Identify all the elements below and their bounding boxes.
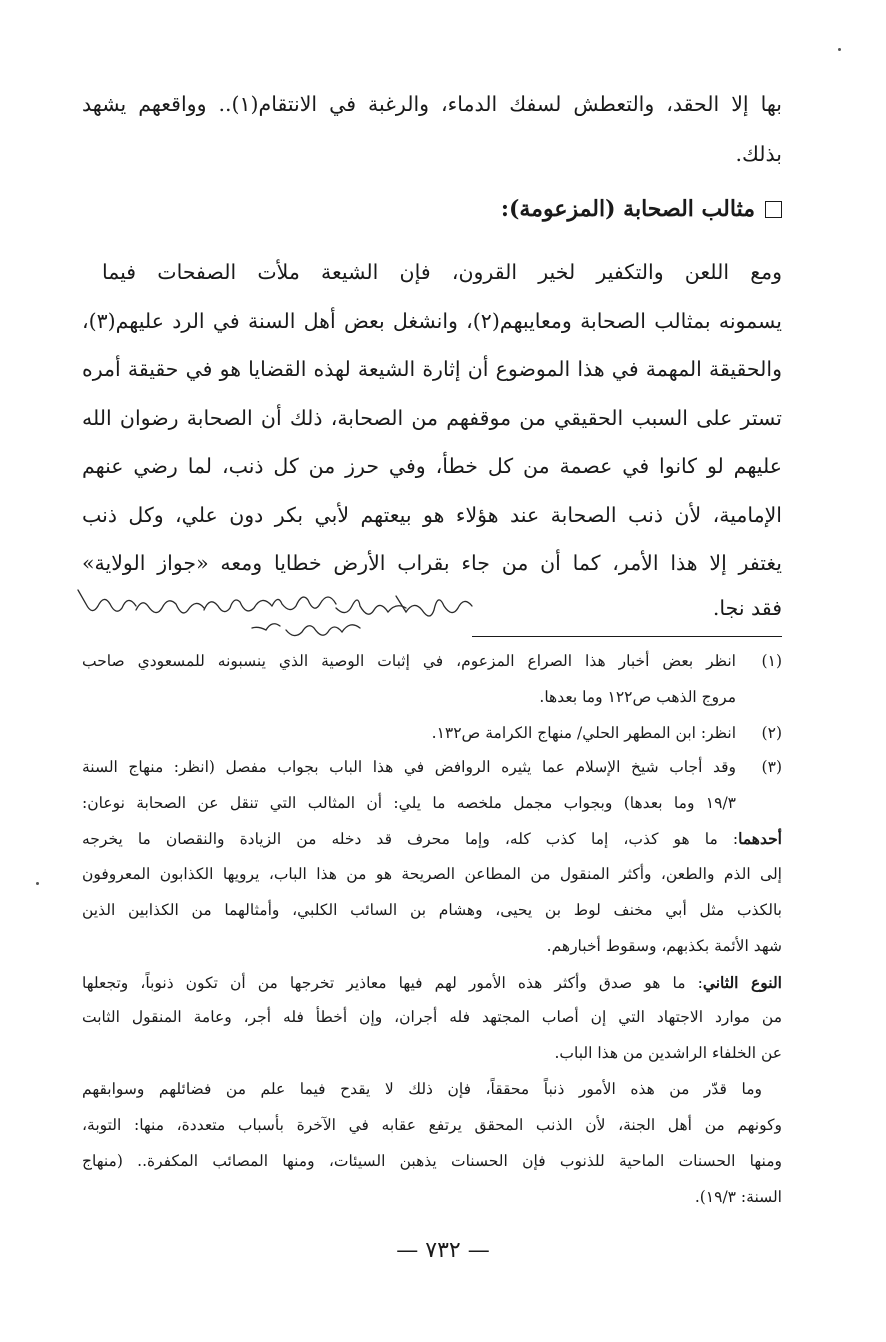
footnote-para: [82, 975, 782, 992]
body-line: يسمونه بمثالب الصحابة ومعايبهم(٢)، وانشغل بعض أهل السنة في الرد عليهم(٣)،: [82, 309, 782, 333]
footnote-line: مروج الذهب ص١٢٢ وما بعدها.: [539, 688, 736, 706]
footnote-para: [82, 831, 782, 848]
body-line: فقد نجا.: [712, 596, 782, 620]
body-line: تستر على السبب الحقيقي من موقفهم من الصحابة، ذلك أن الصحابة رضوان الله: [82, 406, 782, 430]
footnote-label: النوع الثاني: [702, 973, 782, 992]
footnote-line: من موارد الاجتهاد التي إن أصاب المجتهد فله أجران، وإن أخطأ فله أجر، وعامة المنقول الثابت: [82, 1008, 782, 1026]
page-number: — ٧٣٢ —: [396, 1238, 490, 1263]
footnote-line: انظر: ابن المطهر الحلي/ منهاج الكرامة ص١٣٢.: [431, 724, 736, 742]
footnote-line: وما قدّر من هذه الأمور ذنباً محققاً، فإن ذلك لا يقدح فيما علم من فضائلهم وسوابقهم: [82, 1080, 762, 1098]
footnote-number: (٣): [761, 758, 782, 776]
handwritten-annotation: [60, 582, 480, 650]
footnote-line: عن الخلفاء الراشدين من هذا الباب.: [554, 1044, 782, 1062]
footnote-line: بالكذب مثل أبي مخنف لوط بن يحيى، وهشام بن السائب الكلبي، وأمثالهما من الكذابين الذين: [82, 901, 782, 919]
footnote-label: أحدهما: [738, 829, 782, 848]
square-bullet-icon: [765, 201, 782, 218]
footnote-line: ١٩/٣ وما بعدها) وبجواب مجمل ملخصه ما يلي: أن المثالب التي تنقل عن الصحابة نوعان:: [82, 794, 736, 812]
footnote-number: (٢): [761, 724, 782, 742]
section-heading: [501, 196, 782, 222]
footnote-number: (١): [761, 652, 782, 670]
body-line: يغتفر إلا هذا الأمر، كما أن من جاء بقراب الأرض خطايا ومعه «جواز الولاية»: [82, 551, 782, 575]
footnote-line: وقد أجاب شيخ الإسلام عما يثيره الروافض في هذا الباب بجواب مفصل (انظر: منهاج السنة: [82, 758, 736, 776]
footnote-line: شهد الأئمة بكذبهم، وسقوط أخبارهم.: [546, 937, 782, 955]
footnote-separator: [472, 636, 782, 637]
book-page: [82, 0, 782, 1342]
scan-speck: [838, 48, 841, 51]
footnote-text: : ما هو صدق وأكثر هذه الأمور لهم فيها معاذير تخرجها من أن تكون ذنوباً، وتجعلها: [82, 974, 703, 992]
body-line: ومع اللعن والتكفير لخير القرون، فإن الشيعة ملأت الصفحات فيما: [102, 260, 782, 284]
footnote-line: انظر بعض أخبار هذا الصراع المزعوم، في إثبات الوصية الذي ينسبونه للمسعودي صاحب: [82, 652, 736, 670]
body-line: والحقيقة المهمة في هذا الموضوع أن إثارة الشيعة لهذه القضايا هو في حقيقة أمره: [82, 357, 782, 381]
footnote-text: : ما هو كذب، إما كذب كله، وإما محرف قد دخله من الزيادة والنقصان ما يخرجه: [82, 830, 739, 848]
scan-speck: [36, 882, 39, 885]
footnote-line: السنة: ١٩/٣).: [694, 1188, 782, 1206]
body-line: عليهم لو كانوا في عصمة من كل خطأ، وفي حرز من كل ذنب، لما رضي عنهم: [82, 454, 782, 478]
footnote-line: وكونهم من أهل الجنة، لأن الذنب المحقق يرتفع عقابه في الآخرة بأسباب متعددة، منها: التوبة،: [82, 1116, 782, 1134]
footnote-line: ومنها الحسنات الماحية للذنوب فإن الحسنات يذهبن السيئات، ومنها المصائب المكفرة.. (منهاج: [82, 1152, 782, 1170]
body-line: بذلك.: [735, 142, 782, 166]
section-heading-text: مثالب الصحابة (المزعومة):: [500, 196, 755, 222]
body-line: بها إلا الحقد، والتعطش لسفك الدماء، والرغبة في الانتقام(١).. وواقعهم يشهد: [82, 92, 782, 116]
body-line: الإمامية، لأن ذنب الصحابة عند هؤلاء هو بيعتهم لأبي بكر دون علي، وكل ذنب: [82, 503, 782, 527]
footnote-line: إلى الذم والطعن، وأكثر المنقول من المطاعن الصريحة هو من هذا الباب، يرويها الكذابون المعروفون: [82, 865, 782, 883]
